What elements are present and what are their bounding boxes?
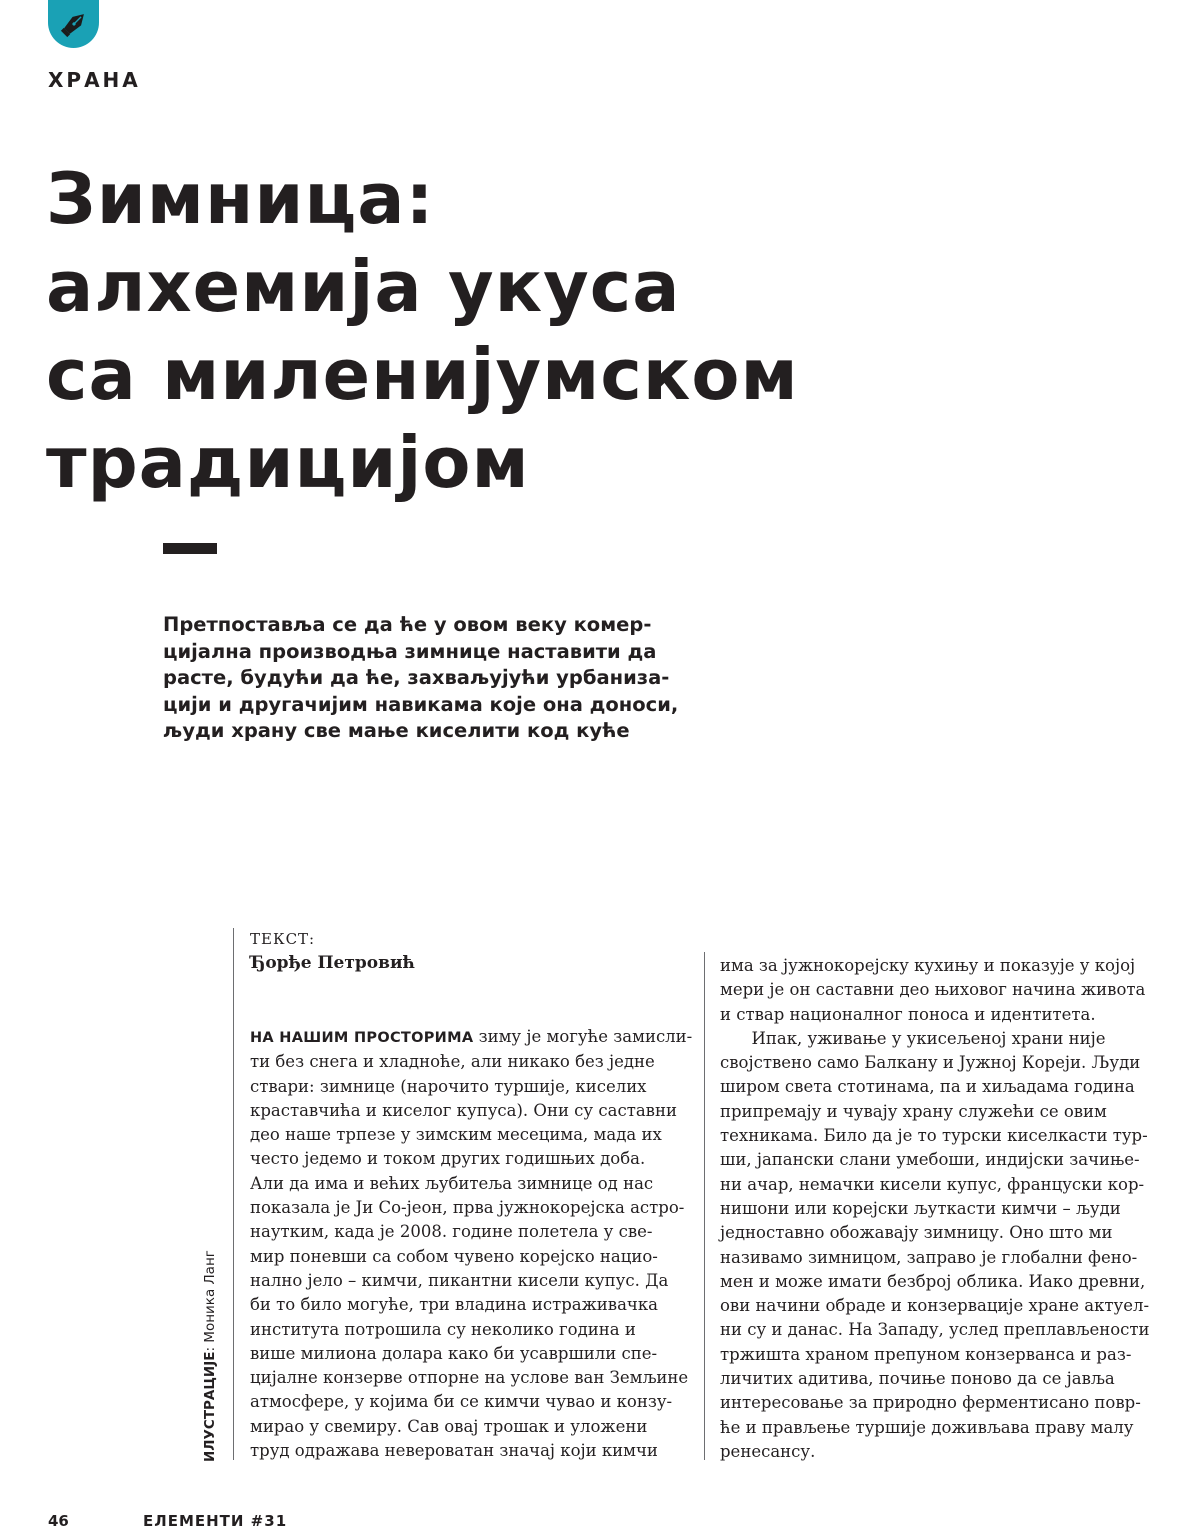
body-line: својствено само Балкану и Јужној Кореји. Људи (720, 1053, 1141, 1073)
body-line: Ипак, уживање у укисељеној храни није (720, 1028, 1106, 1048)
body-line: цијалне конзерве отпорне на услове ван Земљине (250, 1368, 689, 1388)
body-line: краставчића и киселог купуса). Они су саставни (250, 1100, 677, 1120)
body-line: атмосфере, у којима би се кимчи чувао и конзу- (250, 1392, 673, 1412)
body-line: ши, јапански слани умебоши, индијски зачиње- (720, 1150, 1140, 1170)
body-line: има за јужнокорејску кухињу и показује у којој (720, 956, 1136, 975)
lead-line: расте, будући да ће, захваљујући урбаниза- (163, 666, 670, 689)
body-line: ови начини обраде и конзервације хране актуел- (720, 1296, 1150, 1316)
body-line: института потрошила су неколико година и (250, 1319, 636, 1339)
title-divider (163, 543, 217, 554)
body-line: мен и може имати безброј облика. Иако древни, (720, 1271, 1146, 1291)
column-rule-middle (704, 952, 705, 1460)
body-line: интересовање за природно ферментисано повр- (720, 1393, 1141, 1413)
body-line: показала је Ји Со-јеон, прва јужнокорејска астро- (250, 1198, 685, 1218)
body-line: личитих адитива, почиње поново да се јавља (720, 1369, 1115, 1389)
body-line: припремају и чувају храну служећи се овим (720, 1101, 1107, 1121)
title-line: са миленијумском (46, 334, 799, 416)
body-line: више милиона долара како би усавршили спе- (250, 1343, 658, 1363)
body-line: би то било могуће, три владина истраживачка (250, 1295, 658, 1315)
lead-line: цији и другачијим навикама које она доноси, (163, 692, 679, 716)
body-line: део наше трпезе у зимским месецима, мада их (250, 1125, 662, 1145)
body-line: и ствар националног поноса и идентитета. (720, 1004, 1096, 1024)
body-line (250, 1025, 693, 1050)
magazine-logo (48, 0, 99, 48)
byline-label: ТЕКСТ: (250, 930, 316, 948)
body-line: мирао у свемиру. Сав овај трошак и уложени (250, 1416, 648, 1436)
title-line: алхемија укуса (46, 246, 681, 328)
lead-line: цијална производња зимнице наставити да (163, 639, 657, 663)
body-line: једноставно обожавају зимницу. Оно што ми (720, 1223, 1113, 1243)
body-line: тржишта храном препуном конзерванса и раз- (720, 1344, 1132, 1364)
fountain-pen-icon (57, 7, 91, 41)
lead-line: људи храну све мање киселити код куће (163, 719, 630, 742)
byline-author: Ђорђе Петровић (250, 953, 415, 973)
body-line: мери је он саставни део њиховог начина живота (720, 980, 1146, 1000)
title-line: Зимница: (46, 158, 435, 240)
body-line: нишони или корејски љуткасти кимчи – људи (720, 1198, 1121, 1218)
body-line: често једемо и током других годишњих доба. (250, 1149, 646, 1169)
column-rule-left (233, 928, 234, 1460)
lead-line: Претпоставља се да ће у овом веку комер- (163, 613, 652, 636)
magazine-issue: ЕЛЕМЕНТИ #31 (143, 1512, 288, 1530)
article-title (46, 155, 946, 507)
illustration-credit-name: : Моника Ланг (202, 1250, 218, 1352)
illustration-credit-label: ИЛУСТРАЦИЈЕ (202, 1351, 218, 1462)
body-column-2 (720, 954, 1160, 1464)
body-line: ренесансу. (720, 1441, 816, 1461)
body-line: наутким, када је 2008. године полетела у све- (250, 1222, 653, 1242)
body-line: ти без снега и хладноће, али никако без једне (250, 1052, 655, 1072)
body-line: нално јело – кимчи, пикантни кисели купус. Да (250, 1270, 669, 1290)
body-line: Али да има и већих љубитеља зимнице од нас (250, 1173, 654, 1193)
page-number: 46 (48, 1512, 69, 1530)
body-line: техникама. Било да је то турски киселкасти тур- (720, 1126, 1148, 1146)
lead-in: НА НАШИМ ПРОСТОРИМА (250, 1030, 474, 1046)
body-line: ни су и данас. На Западу, услед преплављености (720, 1320, 1150, 1340)
title-line: традицијом (46, 422, 530, 504)
body-line: ни ачар, немачки кисели купус, француски кор- (720, 1174, 1145, 1194)
illustration-credit (202, 1250, 218, 1462)
body-line: мир поневши са собом чувено корејско нацио- (250, 1246, 658, 1266)
section-label: ХРАНА (48, 68, 141, 92)
body-line: ствари: зимнице (нарочито туршије, киселих (250, 1076, 647, 1096)
body-column-1 (250, 1025, 693, 1463)
body-line: називамо зимницом, заправо је глобални фено- (720, 1247, 1138, 1267)
article-lead (163, 612, 723, 745)
body-line: широм света стотинама, па и хиљадама година (720, 1077, 1135, 1097)
body-line: ће и прављење туршије доживљава праву малу (720, 1417, 1134, 1437)
body-text: зиму је могуће замисли- (473, 1027, 693, 1046)
body-line: труд одражава невероватан значај који кимчи (250, 1441, 658, 1461)
